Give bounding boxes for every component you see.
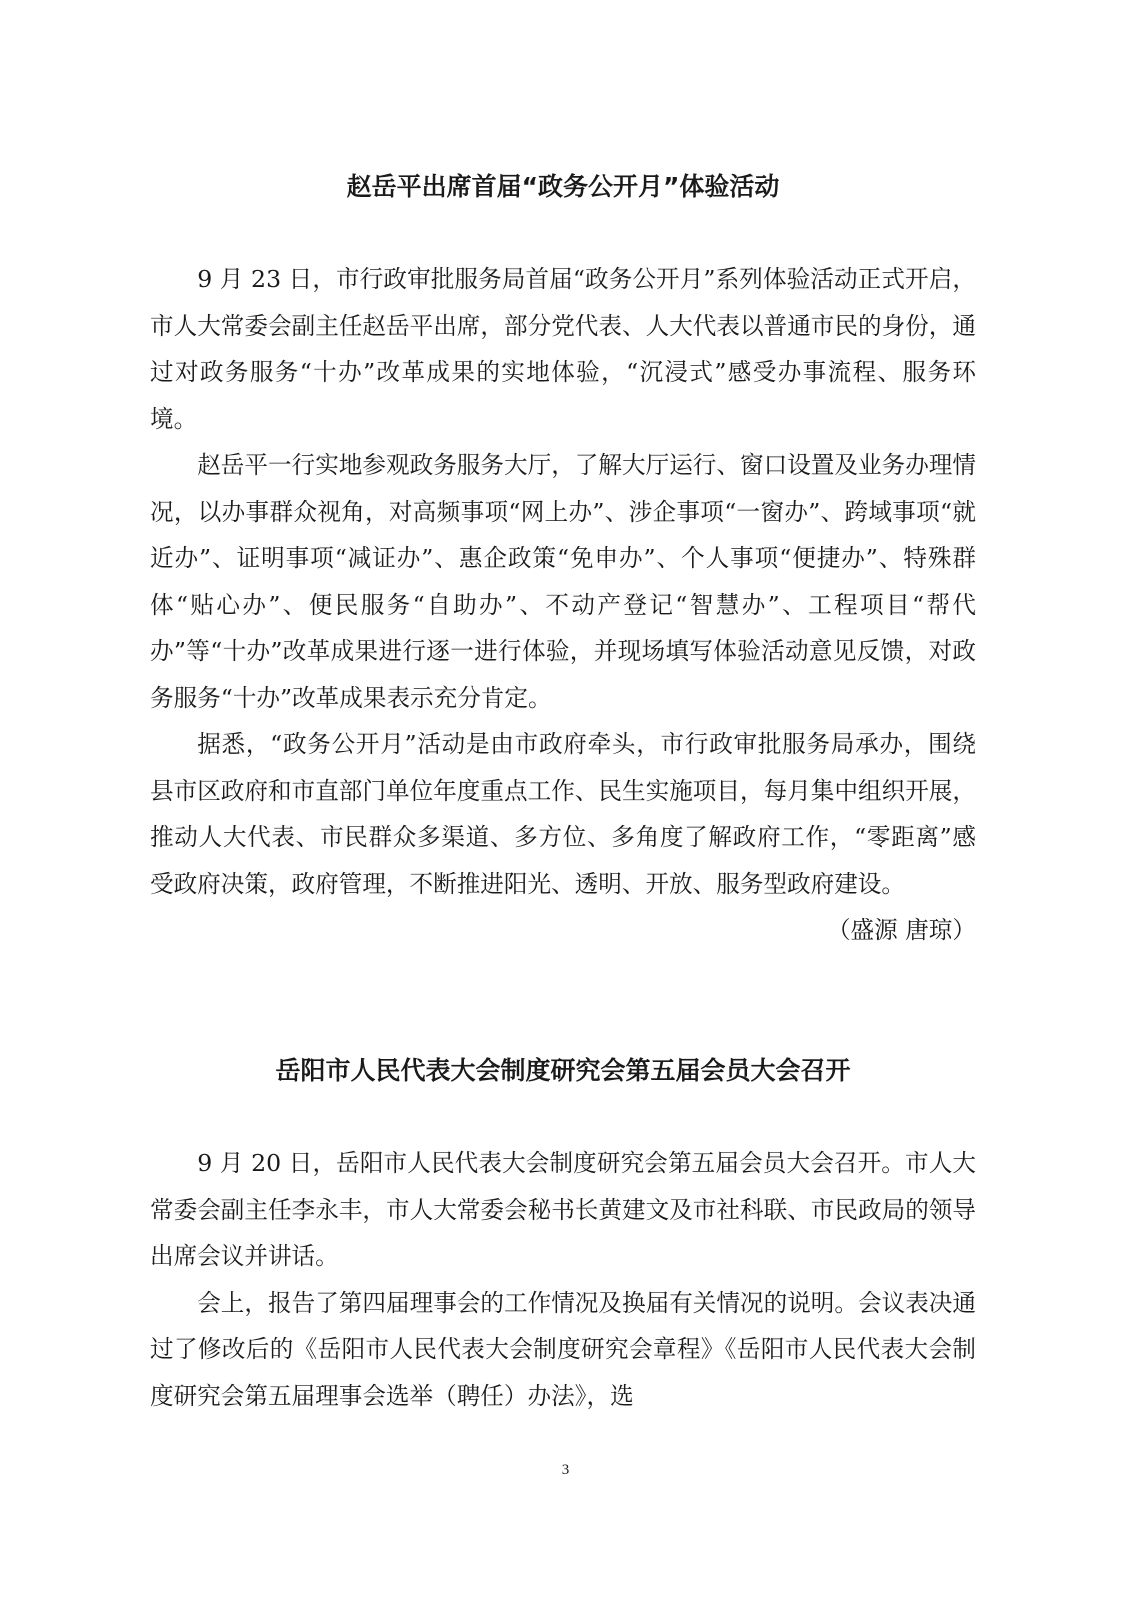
- article-1-paragraph-3: [150, 721, 976, 944]
- page-number: 3: [561, 1462, 570, 1478]
- article-title-1: 赵岳平出席首届“政务公开月”体验活动: [346, 172, 780, 201]
- article-body-2: [150, 1140, 976, 1419]
- article-1-paragraph-2: 赵岳平一行实地参观政务服务大厅，了解大厅运行、窗口设置及业务办理情况，以办事群众视角，对高频事项“网上办”、涉企事项“一窗办”、跨域事项“就近办”、证明事项“减证办”、惠企政策“免申办”、个人事项“便捷办”、特殊群体“贴心办”、便民服务“自助办”、不动产登记“智慧办”、工程项目“帮代办”等“十办”改革成果进行逐一进行体验，并现场填写体验活动意见反馈，对政务服务“十办”改革成果表示充分肯定。: [150, 451, 976, 712]
- article-body-1: [150, 256, 976, 954]
- article-1-paragraph-3-text: 据悉，“政务公开月”活动是由市政府牵头，市行政审批服务局承办，围绕县市区政府和市直部门单位年度重点工作、民生实施项目，每月集中组织开展，推动人大代表、市民群众多渠道、多方位、多角度了解政府工作，“零距离”感受政府决策，政府管理，不断推进阳光、透明、开放、服务型政府建设。: [150, 730, 976, 898]
- article-2-paragraph-2: 会上，报告了第四届理事会的工作情况及换届有关情况的说明。会议表决通过了修改后的《岳阳市人民代表大会制度研究会章程》《岳阳市人民代表大会制度研究会第五届理事会选举（聘任）办法》，选: [150, 1288, 976, 1410]
- article-1-byline: （盛源 唐琼）: [826, 916, 976, 944]
- article-2-paragraph-1: 9 月 20 日，岳阳市人民代表大会制度研究会第五届会员大会召开。市人大常委会副主任李永丰，市人大常委会秘书长黄建文及市社科联、市民政局的领导出席会议并讲话。: [150, 1149, 976, 1270]
- article-1-paragraph-1: 9 月 23 日，市行政审批服务局首届“政务公开月”系列体验活动正式开启，市人大常委会副主任赵岳平出席，部分党代表、人大代表以普通市民的身份，通过对政务服务“十办”改革成果的实地体验，“沉浸式”感受办事流程、服务环境。: [150, 265, 976, 433]
- article-title-2: 岳阳市人民代表大会制度研究会第五届会员大会召开: [275, 1056, 851, 1085]
- document-page: [150, 0, 976, 1600]
